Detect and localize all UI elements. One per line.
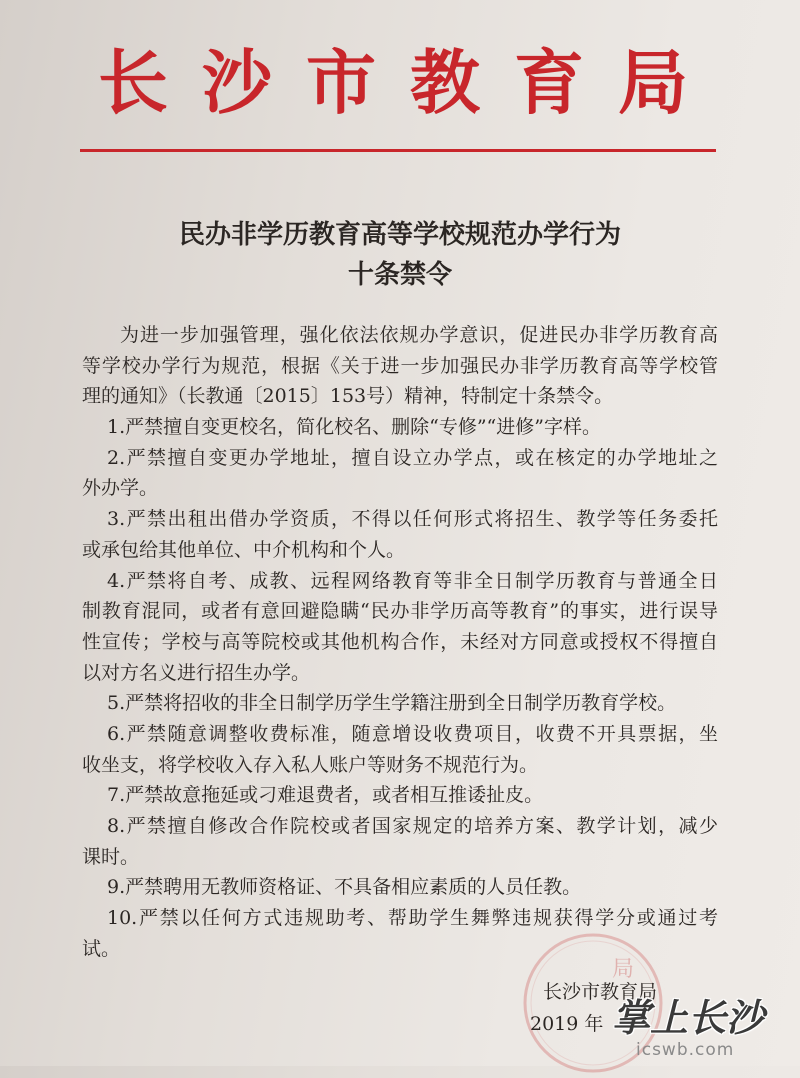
rule-line: 1.严禁擅自变更校名，简化校名、删除“专修”“进修”字样。 [107,416,601,439]
rule-line: 收坐支，将学校收入存入私人账户等财务不规范行为。 [82,753,539,776]
rule-line: 10.严禁以任何方式违规助考、帮助学生舞弊违规获得学分或通过考 [107,907,718,930]
letterhead-org-name: 长沙市教育局 [98,41,722,124]
rule-line: 课时。 [82,845,140,868]
letterhead-red-rule [80,149,716,152]
rule-item-3 [82,504,718,565]
document-body [82,320,718,964]
seal-lettering: 局 [612,957,635,982]
rule-line: 试。 [82,937,121,960]
intro-line: 为进一步加强管理，强化依法依规办学意识，促进民办非学历教育高 [120,324,718,346]
document-subtitle: 十条禁令 [347,260,452,290]
rule-line: 性宣传；学校与高等院校或其他机构合作，未经对方同意或授权不得擅自 [82,630,718,653]
rule-line: 4.严禁将自考、成教、远程网络教育等非全日制学历教育与普通全日 [107,569,718,592]
intro-line: 理的通知》（长教通〔2015〕153号）精神，特制定十条禁令。 [82,385,614,408]
rule-item-9 [82,872,718,903]
rule-item-4 [82,566,718,689]
rule-line: 9.严禁聘用无教师资格证、不具备相应素质的人员任教。 [107,876,582,899]
rule-line: 3.严禁出租出借办学资质，不得以任何形式将招生、教学等任务委托 [107,508,718,531]
rule-line: 8.严禁擅自修改合作院校或者国家规定的培养方案、教学计划，减少 [107,815,718,837]
rule-line: 以对方名义进行招生办学。 [82,661,311,684]
intro-line: 等学校办学行为规范，根据《关于进一步加强民办非学历教育高等学校管 [82,354,718,377]
rule-line: 制教育混同，或者有意回避隐瞒“民办非学历高等教育”的事实，进行误导 [82,600,718,623]
watermark-brand: 掌上长沙 [612,996,765,1040]
rule-line: 5.严禁将招收的非全日制学历学生学籍注册到全日制学历教育学校。 [107,692,677,715]
signature-org: 长沙市教育局 [543,981,658,1003]
rule-line: 外办学。 [82,477,159,500]
document-title: 民办非学历教育高等学校规范办学行为 [178,220,621,250]
rule-item-1 [82,412,718,443]
rule-item-2 [82,443,718,504]
rule-line: 2.严禁擅自变更办学地址，擅自设立办学点，或在核定的办学地址之 [107,446,718,469]
rule-line: 6.严禁随意调整收费标准，随意增设收费项目，收费不开具票据，坐 [107,722,718,745]
rule-line: 7.严禁故意拖延或刁难退费者，或者相互推诿扯皮。 [107,784,544,807]
rule-item-8 [82,811,718,872]
intro-paragraph [82,320,718,412]
rule-item-6 [82,719,718,780]
rule-line: 或承包给其他单位、中介机构和个人。 [82,538,406,561]
signature-date: 2019 年 [530,1013,604,1035]
rule-item-7 [82,780,718,811]
watermark-site: icswb.com [636,1040,735,1060]
rule-item-5 [82,688,718,719]
